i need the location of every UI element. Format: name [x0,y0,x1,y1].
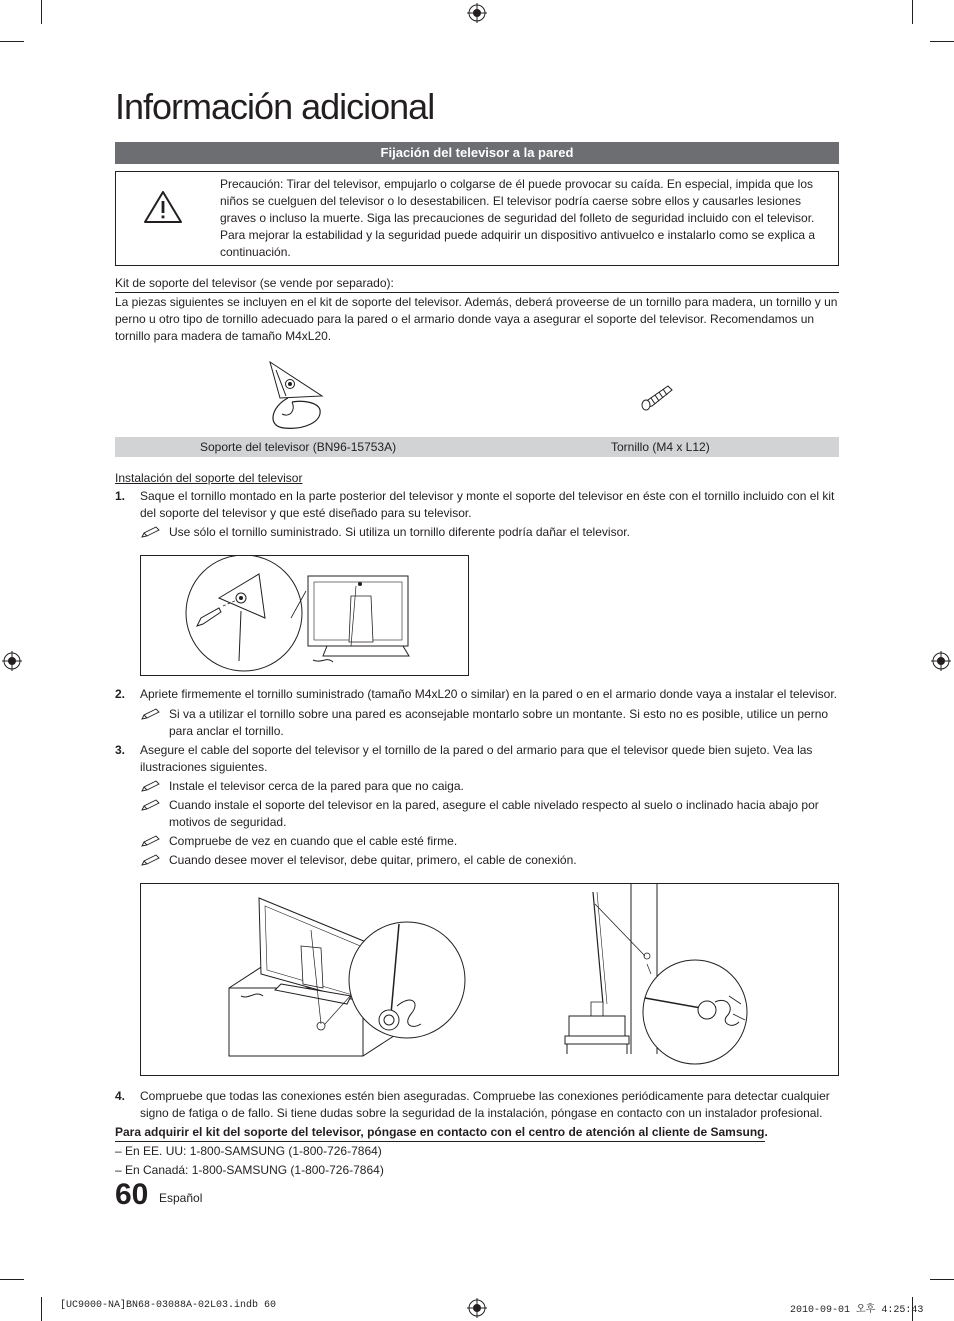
crop-mark [0,41,24,42]
step-number: 4. [115,1089,126,1103]
caution-label: Precaución [220,177,281,191]
screw-icon [640,380,676,412]
kit-intro: La piezas siguientes se incluyen en el kit de soporte del televisor. Además, deberá proveerse de un tornillo para madera, un tornillo y un perno u otro tipo de tornillo adecuado para la pared o el armario donde vaya a asegurar el soporte del televisor. Recomendamos un tornillo para madera de tamaño M4xL20. [115,295,838,343]
part-caption: Soporte del televisor (BN96-15753A) [200,440,397,454]
page-language: Español [159,1191,203,1205]
warning-triangle-icon [143,190,183,224]
crop-mark [41,1297,42,1321]
contact-line: – En Canadá: 1-800-SAMSUNG (1-800-726-7864) [115,1163,384,1177]
caution-text [220,176,826,261]
step-note: Use sólo el tornillo suministrado. Si utiliza un tornillo diferente podría dañar el televisor. [169,525,630,539]
page-title: Información adicional [115,86,435,127]
step-text: Compruebe que todas las conexiones estén bien aseguradas. Compruebe las conexiones periódicamente para detectar cualquier signo de fatiga o de fallo. Si tiene dudas sobre la seguridad de la instalación, póngase en contacto con un instalador profesional. [140,1089,830,1120]
section-heading: Fijación del televisor a la pared [115,142,839,164]
divider [115,1141,765,1142]
crop-mark [0,1279,24,1280]
part-caption: Tornillo (M4 x L12) [611,440,710,454]
crop-mark [912,0,913,24]
step-number: 1. [115,489,126,503]
note-pencil-icon [140,853,162,867]
attach-holder-illustration [141,556,467,674]
kit-heading: Kit de soporte del televisor (se vende por separado): [115,276,394,290]
step-note: Cuando instale el soporte del televisor en la pared, asegure el cable nivelado respecto al suelo o inclinado hacia abajo por motivos de seguridad. [169,798,819,829]
note-pencil-icon [140,798,162,812]
step-text: Asegure el cable del soporte del televisor y el tornillo de la pared o del armario para que el televisor quede bien sujeto. Vea las ilustraciones siguientes. [140,743,813,774]
contact-line: – En EE. UU: 1-800-SAMSUNG (1-800-726-7864) [115,1144,382,1158]
page-number: 60 [115,1178,149,1211]
step-note: Instale el televisor cerca de la pared para que no caiga. [169,779,464,793]
caution-body: : Tirar del televisor, empujarlo o colgarse de él puede provocar su caída. En especial, impida que los niños se cuelguen del televisor o lo desestabilicen. El televisor podría caerse sobre ellos y causarles lesiones graves o incluso la muerte. Siga las precauciones de seguridad del folleto de seguridad incluido con el televisor. Para mejorar la estabilidad y la seguridad puede adquirir un dispositivo antivuelco e instalarlo como se explica a continuación. [220,177,816,259]
step-text: Apriete firmemente el tornillo suministrado (tamaño M4xL20 o similar) en la pared o en el armario donde vaya a instalar el televisor. [140,687,838,701]
step-number: 2. [115,687,126,701]
footer-timestamp: 2010-09-01 오후 4:25:43 [790,1305,924,1316]
crop-mark [930,41,954,42]
crop-mark [930,1279,954,1280]
tv-holder-icon [262,358,328,432]
step-note: Compruebe de vez en cuando que el cable esté firme. [169,834,458,848]
step-note: Cuando desee mover el televisor, debe quitar, primero, el cable de conexión. [169,853,577,867]
registration-mark-icon [467,3,487,23]
note-pencil-icon [140,707,162,721]
note-pencil-icon [140,525,162,539]
secure-cable-illustration [141,884,837,1074]
registration-mark-icon [467,1298,487,1318]
note-pencil-icon [140,834,162,848]
step-number: 3. [115,743,126,757]
step-text: Saque el tornillo montado en la parte posterior del televisor y monte el soporte del televisor en éste con el tornillo incluido con el kit del soporte del televisor y que esté diseñado para su televisor. [140,489,835,520]
registration-mark-icon [931,651,951,671]
crop-mark [41,0,42,24]
footer-file: [UC9000-NA]BN68-03088A-02L03.indb 60 [60,1300,277,1311]
divider [115,292,839,293]
install-heading: Instalación del soporte del televisor [115,471,303,485]
note-pencil-icon [140,779,162,793]
registration-mark-icon [2,651,22,671]
step-note: Si va a utilizar el tornillo sobre una pared es aconsejable montarlo sobre un montante. Si esto no es posible, utilice un perno para anclar el tornillo. [169,707,829,738]
contact-heading: Para adquirir el kit del soporte del televisor, póngase en contacto con el centro de atención al cliente de Samsung. [115,1125,768,1139]
